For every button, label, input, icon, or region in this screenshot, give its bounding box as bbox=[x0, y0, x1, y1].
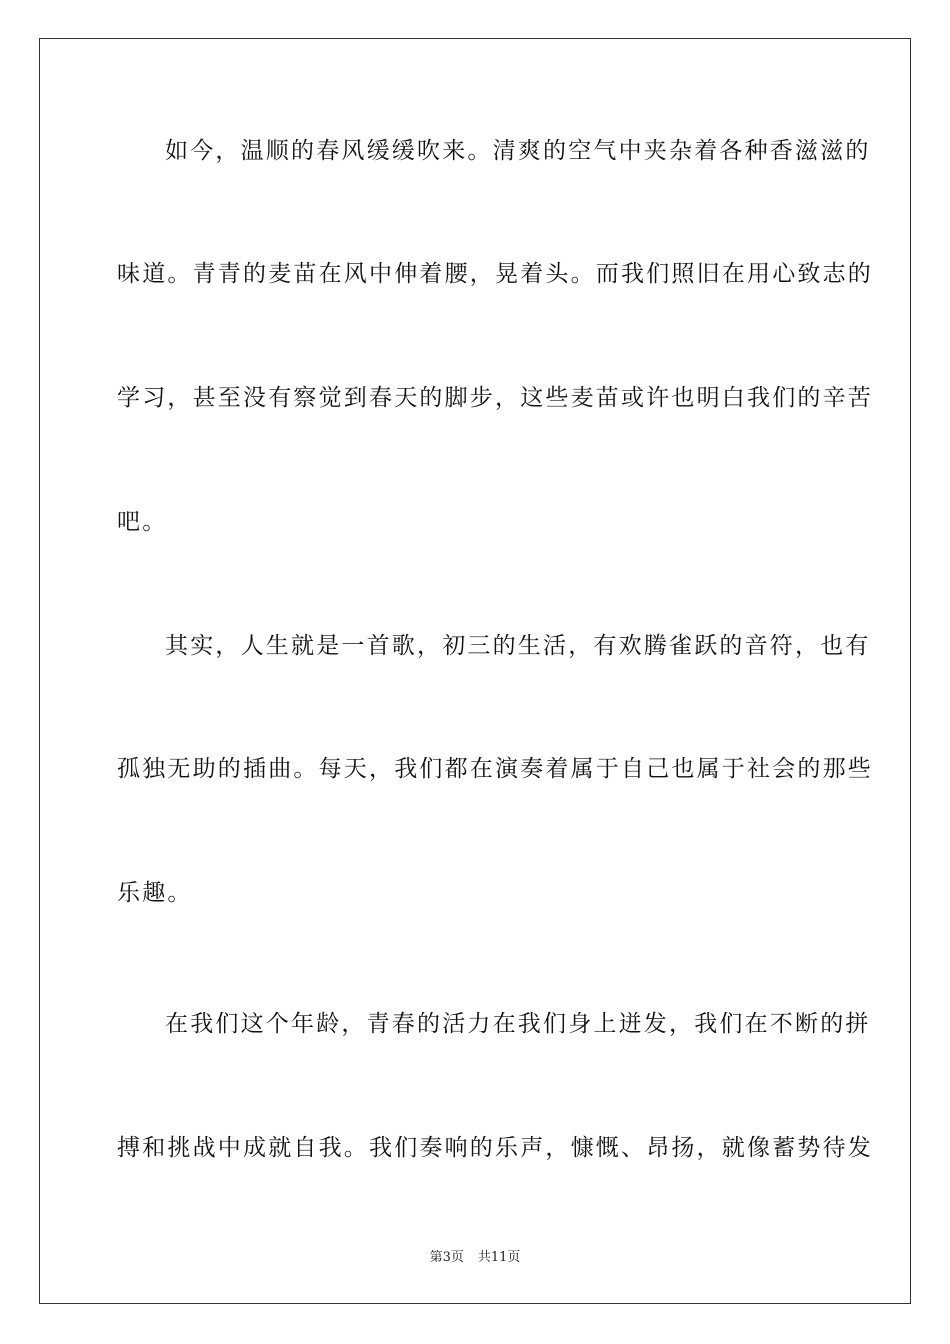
body-text-line: 乐趣。 bbox=[117, 880, 193, 906]
body-text-line: 学习，甚至没有察觉到春天的脚步，这些麦苗或许也明白我们的辛苦 bbox=[117, 385, 873, 411]
body-text-line: 在我们这个年龄，青春的活力在我们身上迸发，我们在不断的拼 bbox=[165, 1011, 871, 1037]
body-text-line: 其实，人生就是一首歌，初三的生活，有欢腾雀跃的音符，也有 bbox=[165, 633, 871, 659]
page-footer bbox=[0, 1246, 950, 1265]
current-page-number: 第3页 bbox=[429, 1250, 464, 1265]
body-text-line: 如今，温顺的春风缓缓吹来。清爽的空气中夹杂着各种香滋滋的 bbox=[165, 138, 871, 164]
total-page-count: 共11页 bbox=[477, 1250, 521, 1265]
page-border bbox=[39, 38, 911, 1304]
body-text-line: 搏和挑战中成就自我。我们奏响的乐声，慷慨、昂扬，就像蓄势待发 bbox=[117, 1135, 873, 1161]
body-text-line: 吧。 bbox=[117, 509, 168, 535]
body-text-line: 孤独无助的插曲。每天，我们都在演奏着属于自己也属于社会的那些 bbox=[117, 756, 873, 782]
body-text-line: 味道。青青的麦苗在风中伸着腰，晃着头。而我们照旧在用心致志的 bbox=[117, 261, 873, 287]
